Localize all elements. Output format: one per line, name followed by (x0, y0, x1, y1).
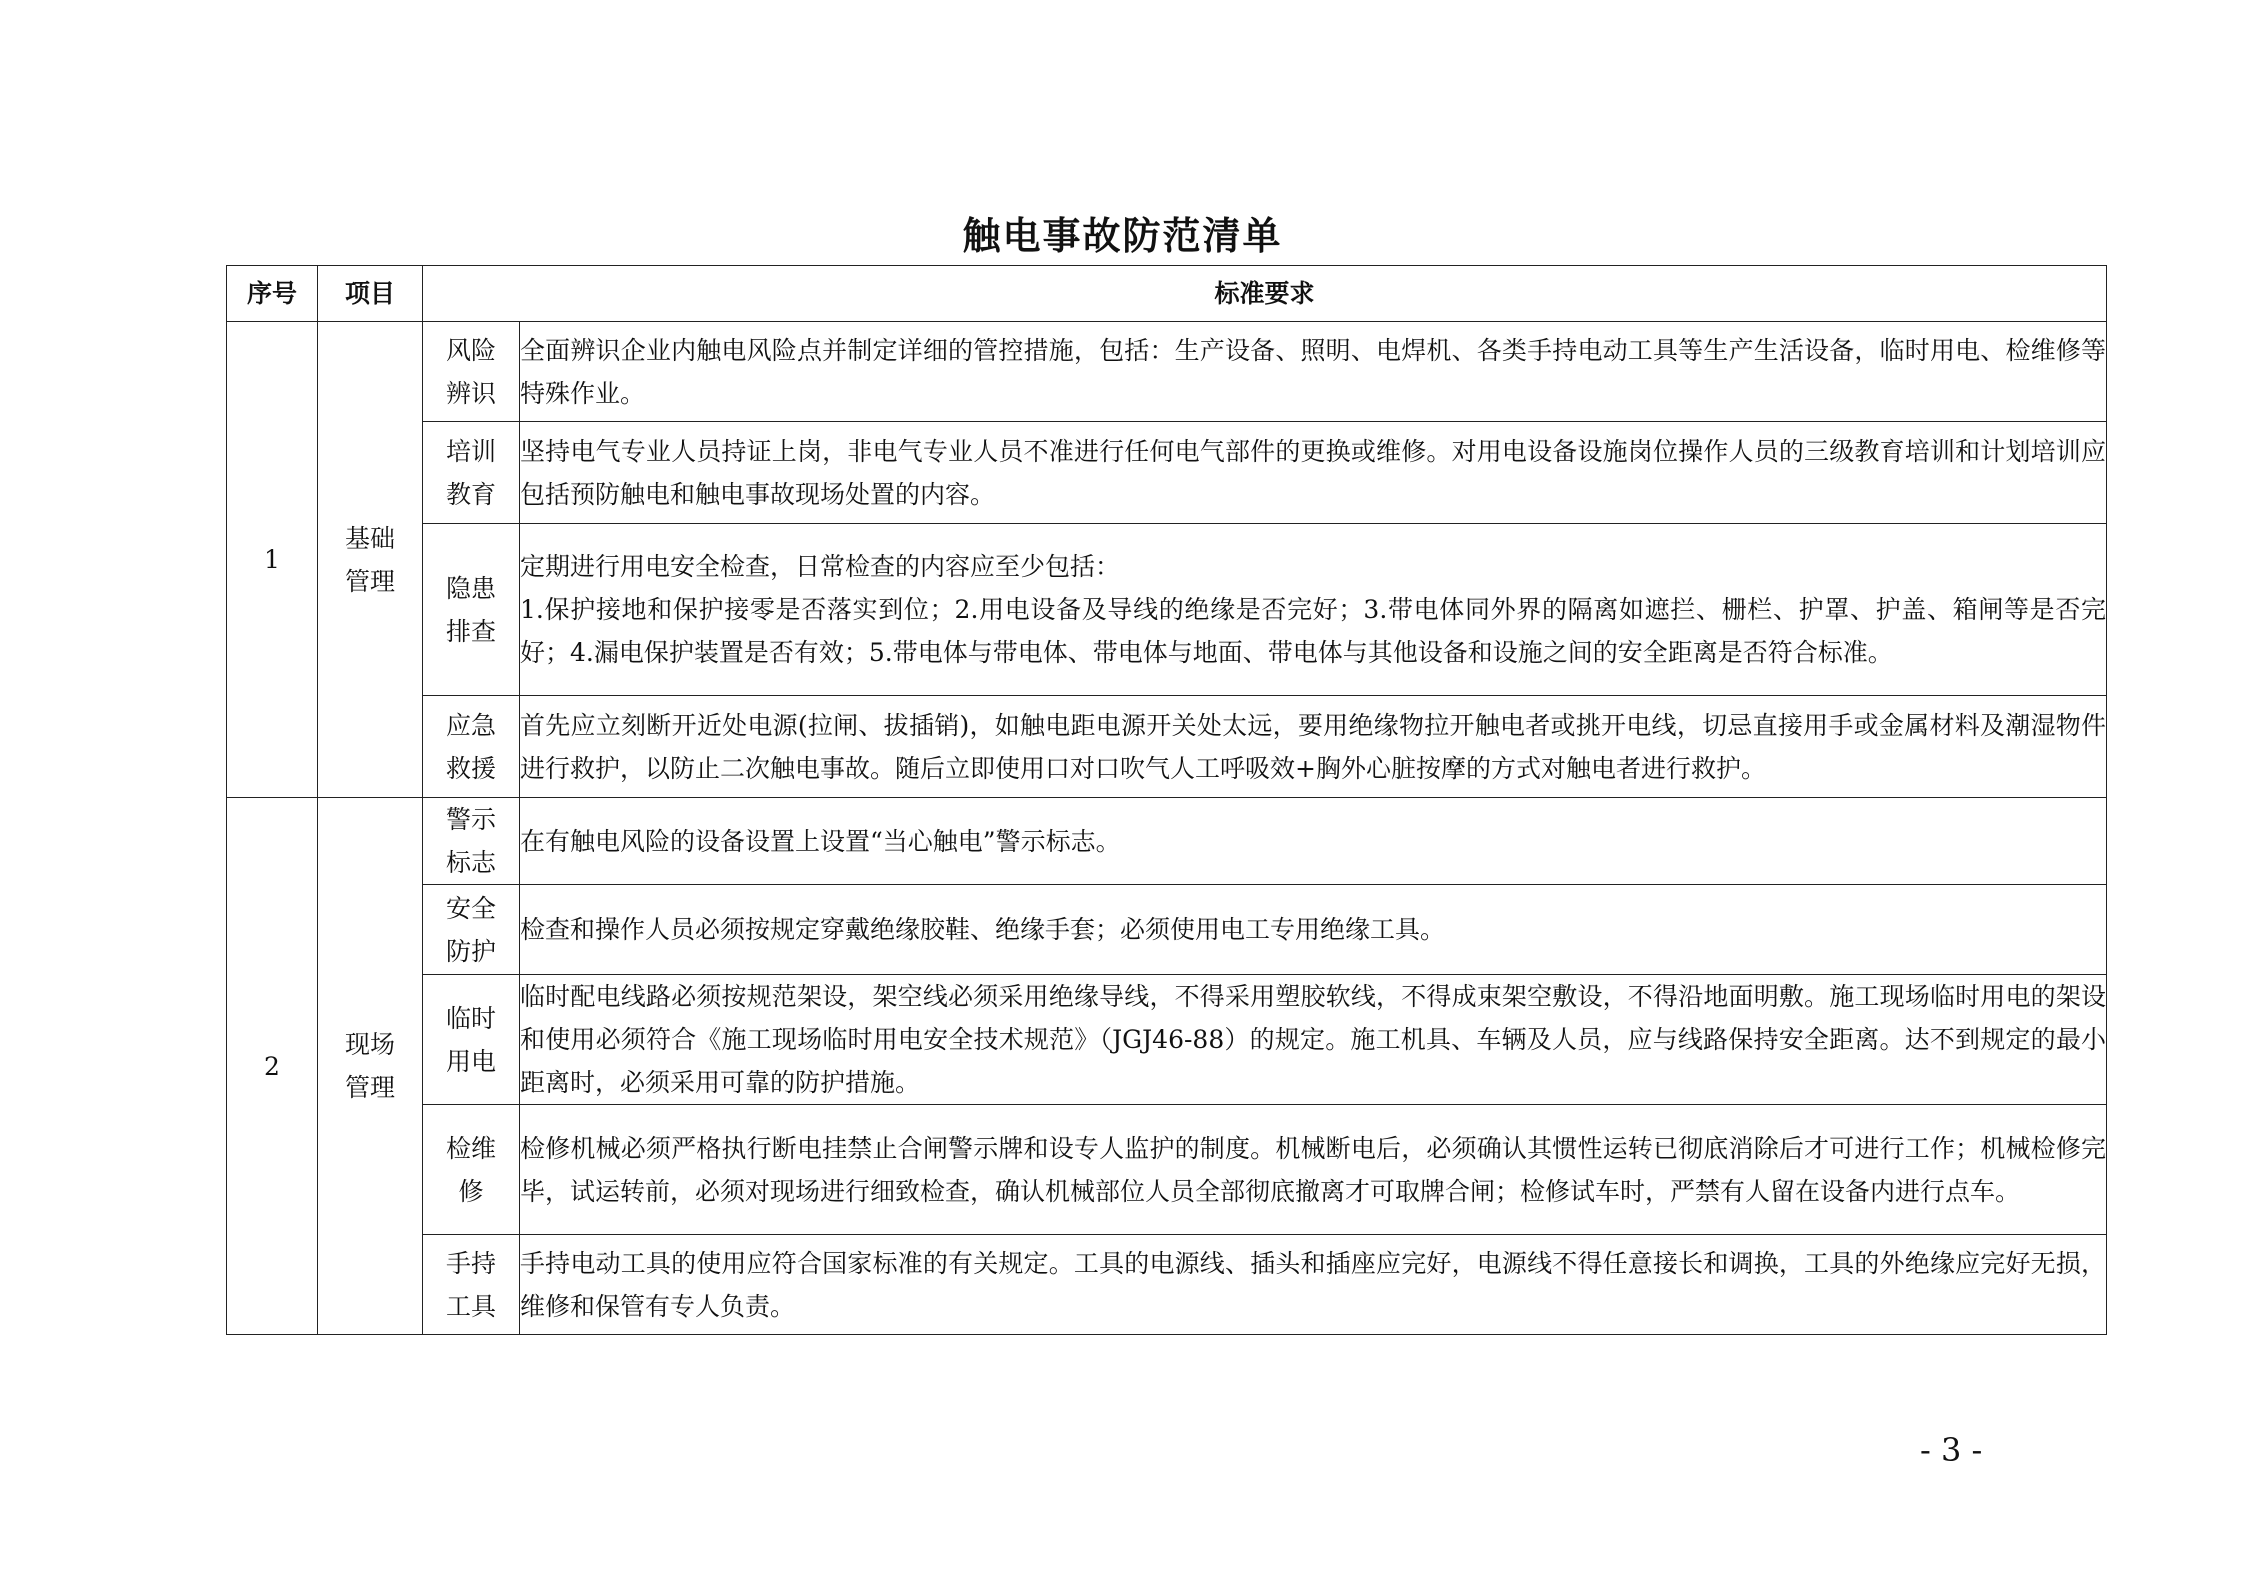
table-row (227, 1235, 2107, 1335)
item-training-education: 培训 教育 (423, 422, 520, 524)
header-project: 项目 (318, 266, 423, 322)
item-maintenance: 检维 修 (423, 1105, 520, 1235)
requirement-handheld-tools: 手持电动工具的使用应符合国家标准的有关规定。工具的电源线、插头和插座应完好，电源线不得任意接长和调换，工具的外绝缘应完好无损，维修和保管有专人负责。 (520, 1235, 2107, 1335)
seq-cell-2: 2 (227, 798, 318, 1335)
safety-checklist-table (226, 265, 2107, 1335)
seq-cell-1: 1 (227, 322, 318, 798)
requirement-risk-identification: 全面辨识企业内触电风险点并制定详细的管控措施，包括：生产设备、照明、电焊机、各类手持电动工具等生产生活设备，临时用电、检维修等特殊作业。 (520, 322, 2107, 422)
item-safety-protection: 安全 防护 (423, 885, 520, 975)
requirement-safety-protection: 检查和操作人员必须按规定穿戴绝缘胶鞋、绝缘手套；必须使用电工专用绝缘工具。 (520, 885, 2107, 975)
requirement-hazard-inspection: 定期进行用电安全检查，日常检查的内容应至少包括： 1.保护接地和保护接零是否落实到位；2.用电设备及导线的绝缘是否完好；3.带电体同外界的隔离如遮拦、栅栏、护罩、护盖、箱闸等是否完好；4.漏电保护装置是否有效；5.带电体与带电体、带电体与地面、带电体与其他设备和设施之间的安全距离是否符合标准。 (520, 524, 2107, 696)
item-handheld-tools: 手持 工具 (423, 1235, 520, 1335)
requirement-temporary-electricity: 临时配电线路必须按规范架设，架空线必须采用绝缘导线，不得采用塑胶软线，不得成束架空敷设，不得沿地面明敷。施工现场临时用电的架设和使用必须符合《施工现场临时用电安全技术规范》（JGJ46-88）的规定。施工机具、车辆及人员，应与线路保持安全距离。达不到规定的最小距离时，必须采用可靠的防护措施。 (520, 975, 2107, 1105)
requirement-training-education: 坚持电气专业人员持证上岗，非电气专业人员不准进行任何电气部件的更换或维修。对用电设备设施岗位操作人员的三级教育培训和计划培训应包括预防触电和触电事故现场处置的内容。 (520, 422, 2107, 524)
item-emergency-rescue: 应急 救援 (423, 696, 520, 798)
project-cell-site-management: 现场 管理 (318, 798, 423, 1335)
project-cell-basic-management: 基础 管理 (318, 322, 423, 798)
header-seq: 序号 (227, 266, 318, 322)
requirement-maintenance: 检修机械必须严格执行断电挂禁止合闸警示牌和设专人监护的制度。机械断电后，必须确认其惯性运转已彻底消除后才可进行工作；机械检修完毕，试运转前，必须对现场进行细致检查，确认机械部位人员全部彻底撤离才可取牌合闸；检修试车时，严禁有人留在设备内进行点车。 (520, 1105, 2107, 1235)
table-row (227, 524, 2107, 696)
table-header-row (227, 266, 2107, 322)
table-row (227, 975, 2107, 1105)
header-requirements: 标准要求 (423, 266, 2107, 322)
table-row (227, 696, 2107, 798)
page-title: 触电事故防范清单 (962, 213, 1283, 258)
requirement-emergency-rescue: 首先应立刻断开近处电源(拉闸、拔插销)，如触电距电源开关处太远，要用绝缘物拉开触电者或挑开电线，切忌直接用手或金属材料及潮湿物件进行救护，以防止二次触电事故。随后立即使用口对口吹气人工呼吸效+胸外心脏按摩的方式对触电者进行救护。 (520, 696, 2107, 798)
item-hazard-inspection: 隐患 排查 (423, 524, 520, 696)
table-row (227, 1105, 2107, 1235)
item-temporary-electricity: 临时 用电 (423, 975, 520, 1105)
table-row (227, 322, 2107, 422)
item-risk-identification: 风险 辨识 (423, 322, 520, 422)
table-row (227, 422, 2107, 524)
table-row (227, 885, 2107, 975)
requirement-warning-signs: 在有触电风险的设备设置上设置“当心触电”警示标志。 (520, 798, 2107, 885)
table-row (227, 798, 2107, 885)
item-warning-signs: 警示 标志 (423, 798, 520, 885)
page-number: - 3 - (1920, 1431, 1983, 1469)
